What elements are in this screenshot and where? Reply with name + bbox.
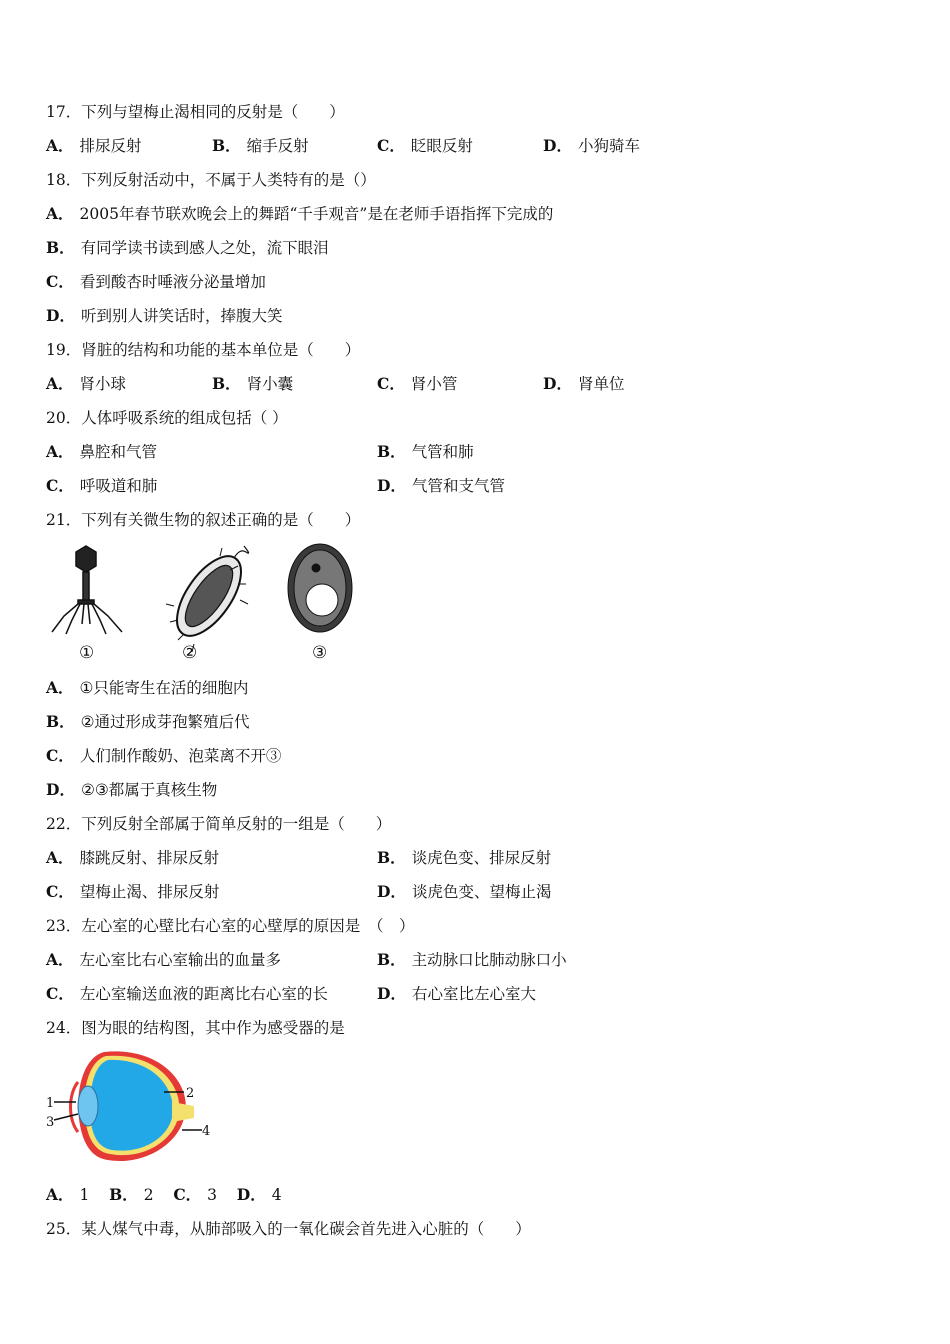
q23-option-d: D． 右心室比左心室大 [377, 984, 536, 1003]
eye-label-2: 2 [186, 1086, 195, 1101]
yeast-drawing [288, 544, 352, 632]
q18-option-d: D． 听到别人讲笑话时，捧腹大笑 [46, 306, 283, 325]
q22-option-a: A． 膝跳反射、排尿反射 [46, 848, 220, 867]
figure-label-2: ② [182, 643, 198, 663]
q19-stem: 19．肾脏的结构和功能的基本单位是（ ） [46, 341, 361, 359]
q17-option-b: B． 缩手反射 [212, 136, 309, 155]
bacteriophage-drawing [52, 546, 122, 634]
q20-option-d: D． 气管和支气管 [377, 476, 505, 495]
q23-option-b: B． 主动脉口比肺动脉口小 [377, 950, 567, 969]
q22-option-b: B． 谈虎色变、排尿反射 [377, 848, 552, 867]
q17-option-c: C． 眨眼反射 [377, 136, 473, 155]
eye-label-3: 3 [46, 1115, 55, 1130]
q18-option-c: C． 看到酸杏时唾液分泌量增加 [46, 272, 266, 291]
q21-option-b: B． ②通过形成芽孢繁殖后代 [46, 712, 250, 731]
q19-option-b: B． 肾小囊 [212, 374, 294, 393]
q22-option-c: C． 望梅止渴、排尿反射 [46, 882, 220, 901]
figure-label-3: ③ [312, 643, 328, 663]
q17-option-a: A． 排尿反射 [46, 136, 142, 155]
microorganism-figure [44, 540, 364, 665]
q24-options: A． 1 B． 2 C． 3 D． 4 [46, 1185, 282, 1204]
q19-option-d: D． 肾单位 [543, 374, 625, 393]
figure-label-1: ① [79, 643, 95, 663]
q20-stem: 20．人体呼吸系统的组成包括（ ） [46, 409, 288, 427]
q23-option-a: A． 左心室比右心室输出的血量多 [46, 950, 282, 969]
q21-option-d: D． ②③都属于真核生物 [46, 780, 218, 799]
eye-label-1: 1 [46, 1096, 55, 1111]
q18-option-b: B． 有同学读书读到感人之处，流下眼泪 [46, 238, 329, 257]
q21-option-a: A． ①只能寄生在活的细胞内 [46, 678, 249, 697]
q23-option-c: C． 左心室输送血液的距离比右心室的长 [46, 984, 328, 1003]
q19-option-c: C． 肾小管 [377, 374, 458, 393]
q19-option-a: A． 肾小球 [46, 374, 127, 393]
q23-stem: 23．左心室的心壁比右心室的心壁厚的原因是 （ ） [46, 917, 415, 935]
q25-stem: 25．某人煤气中毒，从肺部吸入的一氧化碳会首先进入心脏的（ ） [46, 1220, 531, 1238]
q22-option-d: D． 谈虎色变、望梅止渴 [377, 882, 552, 901]
q17-stem: 17．下列与望梅止渴相同的反射是（ ） [46, 103, 345, 121]
q18-stem: 18．下列反射活动中，不属于人类特有的是（） [46, 171, 376, 189]
q21-option-c: C． 人们制作酸奶、泡菜离不开③ [46, 746, 282, 765]
q21-stem: 21．下列有关微生物的叙述正确的是（ ） [46, 511, 361, 529]
q17-option-d: D． 小狗骑车 [543, 136, 640, 155]
eye-label-4: 4 [202, 1124, 211, 1139]
q18-option-a: A． 2005年春节联欢晚会上的舞蹈“千手观音”是在老师手语指挥下完成的 [46, 204, 554, 223]
bacterium-drawing [165, 546, 254, 652]
q20-option-c: C． 呼吸道和肺 [46, 476, 158, 495]
q20-option-a: A． 鼻腔和气管 [46, 442, 158, 461]
q20-option-b: B． 气管和肺 [377, 442, 474, 461]
eye-structure-figure [44, 1048, 214, 1168]
q24-stem: 24．图为眼的结构图，其中作为感受器的是 [46, 1019, 345, 1037]
q22-stem: 22．下列反射全部属于简单反射的一组是（ ） [46, 815, 392, 833]
